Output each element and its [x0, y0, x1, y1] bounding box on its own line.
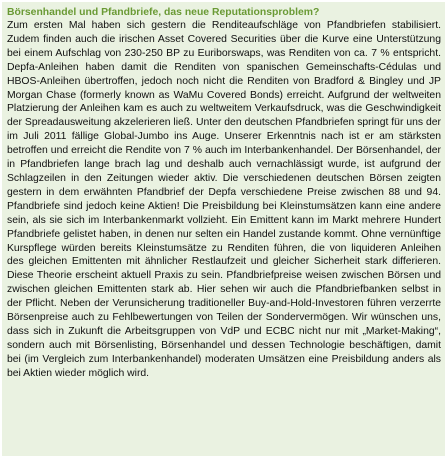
article-body: Zum ersten Mal haben sich gestern die Renditeaufschläge von Pfandbriefen stabilisiert. Zudem finden auch die irischen Asset Covered Securities über die Kurve eine Unterstützung bei einem Aufschlag von 230-250 BP zu Euriborswaps, was Renditen von ca. 7 % entspricht. Depfa-Anleihen haben damit die Renditen von spanischen Gemeinschafts-Cédulas und HBOS-Anleihen übertroffen, jedoch noch nicht die Renditen von Bradford & Bingley und JP Morgan Chase (formerly known as WaMu Covered Bonds) erreicht. Aufgrund der weltweiten Platzierung der Anleihen kam es auch zu weltweitem Verkaufsdruck, was die Geschwindigkeit der Spreadausweitung akzelerieren ließ. Unter den deutschen Pfandbriefen springt für uns der im Juli 2011 fällige Global-Jumbo ins Auge. Unserer Erkenntnis nach ist er am stärksten betroffen und erreicht die Rendite von 7 % auch im Interbankenhandel. Der Börsenhandel, der in Pfandbriefen lange brach lag und deshalb auch vernachlässigt wurde, ist aufgrund der Schlagzeilen in den Zeitungen wieder aktiv. Die verschiedenen deutschen Börsen zeigten gestern in dem erwähnten Pfandbrief der Depfa verschiedene Preise zwischen 88 und 94. Pfandbriefe sind jedoch keine Aktien! Die Preisbildung bei Kleinstumsätzen kann eine andere sein, als sie sich im Interbankenmarkt vollzieht. Ein Emittent kann im Markt mehrere Hundert Pfandbriefe gelistet haben, in denen nur selten ein Handel zustande kommt. Ohne vernünftige Kurspflege würden bereits Kleinstumsätze zu Renditen führen, die von liquideren Anleihen des gleichen Emittenten mit ähnlicher Restlaufzeit und gleicher Sicherheit stark differieren. Diese Theorie erscheint aktuell Praxis zu sein. Pfandbriefpreise weisen zwischen Börsen und zwischen gleichen Emittenten stark ab. Hier sehen wir auch die Pfandbriefbanken selbst in der Pflicht. Neben der Verunsicherung traditioneller Buy-and-Hold-Investoren führen verzerrte Börsenpreise auch zu Fehlbewertungen von Teilen der Sondervermögen. Wir wünschen uns, dass sich in Zukunft die Arbeitsgruppen von VdP und ECBC nicht nur mit „Market-Making“, sondern auch mit Börsenlisting, Börsenhandel und dessen Technologie beschäftigen, damit bei (im Vergleich zum Interbankenhandel) moderaten Umsätzen eine Preisbildung anders als bei Aktien wieder möglich wird.: [7, 20, 441, 379]
article-headline: Börsenhandel und Pfandbriefe, das neue Reputationsproblem?: [7, 7, 320, 18]
article-panel: [2, 2, 445, 456]
